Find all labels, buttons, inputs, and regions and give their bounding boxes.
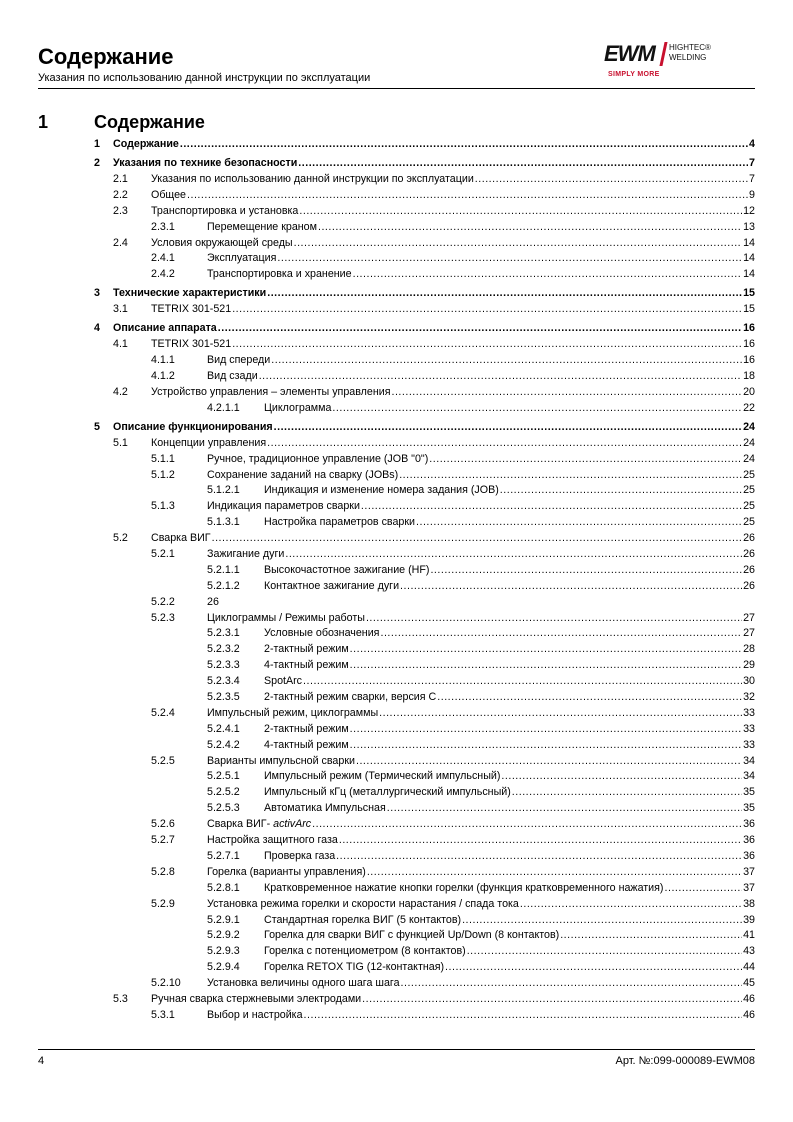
toc-entry-page[interactable]: 13 [743,220,755,233]
toc-entry-number: 5.2.4 [151,706,175,719]
toc-leader-dots [299,204,742,220]
toc-entry-page[interactable]: 26 [743,532,755,545]
toc-entry-number: 4.2.1.1 [207,401,240,414]
toc-entry-title[interactable]: TETRIX 301-521 [151,338,232,351]
toc-entry-page[interactable]: 26 [743,579,755,592]
toc-row[interactable] [0,738,793,754]
toc-row[interactable] [0,722,793,738]
toc-row[interactable] [0,785,793,801]
toc-entry-page[interactable]: 35 [743,786,755,799]
toc-row[interactable] [0,849,793,865]
toc-entry-page[interactable]: 16 [743,322,755,335]
toc-entry-number: 5.2.10 [151,977,181,990]
toc-row[interactable] [0,976,793,992]
toc-entry-page[interactable]: 18 [743,370,755,383]
toc-entry-number: 5.1 [113,436,128,449]
logo-text [669,43,711,63]
toc-leader-dots [318,220,742,236]
toc-entry-page[interactable]: 15 [743,287,755,300]
toc-entry-number: 5.1.3.1 [207,516,240,529]
toc-leader-dots [350,642,742,658]
toc-entry-page[interactable]: 7 [749,172,755,185]
toc-row[interactable] [0,1008,793,1024]
toc-entry-title[interactable]: Горелка для сварки ВИГ с функцией Up/Down (8 контактов) [264,929,560,942]
toc-leader-dots [366,611,742,627]
toc-entry-title[interactable]: Описание функционирования [113,420,273,433]
toc-entry-page[interactable]: 20 [743,385,755,398]
toc-row[interactable] [0,769,793,785]
toc-row[interactable] [0,369,793,385]
header-divider [38,88,755,89]
toc-row[interactable] [0,754,793,770]
toc-leader-dots [274,420,742,436]
toc-entry-page[interactable]: 36 [743,834,755,847]
toc-leader-dots [430,563,742,579]
toc-leader-dots [401,976,743,992]
toc-row[interactable] [0,286,793,302]
logo-line2: WELDING [669,53,707,62]
toc-entry-title[interactable]: 2-тактный режим [264,722,349,735]
toc-leader-dots [501,769,742,785]
toc-leader-dots [665,881,743,897]
toc-entry-title[interactable]: Ручная сварка стержневыми электродами [151,992,362,1005]
toc-entry-number: 5.2.6 [151,818,175,831]
toc-entry-number: 5.2.2 [151,595,175,608]
toc-entry-number: 5.2.8 [151,865,175,878]
toc-row[interactable] [0,674,793,690]
toc-entry-page[interactable]: 46 [743,992,755,1005]
toc-row[interactable] [0,531,793,547]
toc-row[interactable] [0,353,793,369]
toc-row[interactable] [0,483,793,499]
toc-entry-page[interactable]: 33 [743,722,755,735]
toc-leader-dots [356,754,742,770]
ewm-logo [604,40,754,84]
toc-row[interactable] [0,865,793,881]
toc-leader-dots [332,401,742,417]
toc-entry-title[interactable]: Транспортировка и хранение [207,268,352,281]
toc-entry-number: 3 [94,287,100,300]
toc-entry-page[interactable]: 32 [743,691,755,704]
toc-entry-number: 5.2.9 [151,897,175,910]
toc-entry-number: 5.2.9.2 [207,929,240,942]
section-number: 1 [38,112,49,132]
toc-entry-page[interactable]: 30 [743,675,755,688]
toc-entry-number: 2.4.2 [151,268,175,281]
toc-entry-title[interactable]: TETRIX 301-521 [151,303,232,316]
toc-leader-dots [437,690,742,706]
toc-entry-page[interactable]: 9 [749,188,755,201]
toc-entry-number: 5.2.5 [151,754,175,767]
toc-entry-number: 5.1.2 [151,468,175,481]
toc-leader-dots [400,579,742,595]
toc-entry-page[interactable]: 7 [749,157,755,170]
toc-row[interactable] [0,547,793,563]
toc-row[interactable] [0,833,793,849]
logo-mark: EWM [604,41,655,66]
toc-entry-title[interactable]: Указания по использованию данной инструкции по эксплуатации [151,172,474,185]
toc-entry-title[interactable]: SpotArc [264,675,303,688]
toc-entry-number: 5.2.9.1 [207,913,240,926]
toc-row[interactable] [0,515,793,531]
toc-entry-number: 5.2.3.3 [207,659,240,672]
toc-row[interactable] [0,236,793,252]
toc-entry-title[interactable]: Настройка защитного газа [207,834,338,847]
page-footer [38,1049,755,1073]
toc-entry-page[interactable]: 33 [743,706,755,719]
toc-entry-number: 1 [94,138,100,150]
toc-entry-page[interactable]: 4 [749,138,755,150]
toc-leader-dots [259,369,742,385]
toc-entry-page[interactable]: 16 [743,338,755,351]
toc-entry-page[interactable]: 12 [743,204,755,217]
toc-entry-page[interactable]: 26 [743,548,755,561]
toc-leader-dots [387,801,742,817]
toc-entry-number: 5 [94,420,100,433]
toc-leader-dots [560,928,742,944]
toc-entry-number: 4.1.1 [151,354,175,367]
toc-entry-page[interactable]: 36 [743,818,755,831]
header-subtitle: Указания по использованию данной инструкции по эксплуатации [38,72,371,84]
toc-leader-dots [429,452,742,468]
toc-entry-page[interactable]: 14 [743,252,755,265]
toc-row[interactable] [0,913,793,929]
toc-entry-page[interactable]: 24 [743,420,755,433]
toc-entry-number: 2.3.1 [151,220,175,233]
toc-entry-title[interactable]: Описание аппарата [113,322,217,335]
toc-entry-title[interactable]: Сварка ВИГ [151,532,211,545]
toc-leader-dots [379,706,742,722]
toc-entry-title[interactable]: 26 [207,595,219,608]
toc-row[interactable] [0,267,793,283]
toc-row[interactable] [0,321,793,337]
toc-leader-dots [500,483,742,499]
toc-leader-dots [520,897,742,913]
toc-row[interactable] [0,188,793,204]
toc-entry-title[interactable]: Технические характеристики [113,287,267,300]
toc-entry-title[interactable]: Контактное зажигание дуги [264,579,400,592]
toc-entry-page[interactable]: 25 [743,516,755,529]
toc-entry-number: 5.1.1 [151,452,175,465]
toc-row[interactable] [0,658,793,674]
toc-entry-page[interactable]: 25 [743,468,755,481]
toc-entry-number: 2.2 [113,188,128,201]
toc-leader-dots [304,1008,743,1024]
toc-entry-title[interactable]: Стандартная горелка ВИГ (5 контактов) [264,913,462,926]
toc-leader-dots [353,267,743,283]
toc-entry-title[interactable]: Условия окружающей среды [151,236,293,249]
toc-entry-title[interactable]: Автоматика Импульсная [264,802,386,815]
toc-entry-title[interactable]: Сохранение заданий на сварку (JOBs) [207,468,399,481]
toc-entry-page[interactable]: 25 [743,484,755,497]
toc-entry-number: 5.2.3.5 [207,691,240,704]
toc-leader-dots [416,515,742,531]
toc-row[interactable] [0,436,793,452]
toc-entry-page[interactable]: 33 [743,738,755,751]
toc-entry-number: 5.3 [113,992,128,1005]
toc-entry-title[interactable]: Указания по технике безопасности [113,157,298,170]
footer-article-number: Арт. №:099-000089-EWM08 [615,1055,755,1067]
toc-entry-title[interactable]: 4-тактный режим [264,738,349,751]
toc-entry-number: 5.2.8.1 [207,881,240,894]
toc-entry-title[interactable]: Вид сзади [207,370,258,383]
toc-entry-page[interactable]: 46 [743,1008,755,1021]
table-of-contents [0,137,793,1024]
toc-row[interactable] [0,944,793,960]
toc-entry-number: 5.2.9.3 [207,945,240,958]
toc-entry-title[interactable]: Сварка ВИГ- activArc [207,818,312,831]
section-heading [38,110,755,134]
toc-leader-dots [367,865,742,881]
toc-leader-dots [339,833,742,849]
toc-entry-page[interactable]: 43 [743,945,755,958]
toc-row[interactable] [0,499,793,515]
toc-entry-title[interactable]: Импульсный кГц (металлургический импульсный) [264,786,511,799]
toc-leader-dots [380,626,742,642]
toc-entry-page[interactable]: 36 [743,849,755,862]
logo-tagline: SIMPLY MORE [608,71,660,78]
toc-row[interactable] [0,706,793,722]
toc-leader-dots [232,337,742,353]
toc-entry-title[interactable]: 2-тактный режим [264,643,349,656]
toc-row[interactable] [0,897,793,913]
toc-entry-title[interactable]: Циклограммы / Режимы работы [207,611,365,624]
toc-entry-title[interactable]: Проверка газа [264,849,336,862]
toc-row[interactable] [0,172,793,188]
toc-entry-page[interactable]: 24 [743,452,755,465]
toc-leader-dots [303,674,742,690]
toc-entry-number: 4.1 [113,338,128,351]
toc-entry-title[interactable]: Содержание [113,138,179,150]
toc-entry-number: 5.2.3 [151,611,175,624]
toc-entry-title[interactable]: Вид спереди [207,354,271,367]
toc-row[interactable] [0,204,793,220]
toc-entry-page[interactable]: 35 [743,802,755,815]
toc-entry-number: 5.2.4.2 [207,738,240,751]
toc-entry-number: 5.2.4.1 [207,722,240,735]
toc-entry-number: 2.4.1 [151,252,175,265]
toc-entry-title[interactable]: Концепции управления [151,436,267,449]
toc-leader-dots [362,992,742,1008]
toc-entry-number: 5.2 [113,532,128,545]
toc-row[interactable] [0,595,793,611]
section-title: Содержание [94,112,205,132]
toc-entry-number: 5.2.7 [151,834,175,847]
toc-entry-title[interactable]: Условные обозначения [264,627,380,640]
toc-entry-number: 2.1 [113,172,128,185]
toc-leader-dots [187,188,748,204]
toc-leader-dots [399,468,742,484]
toc-entry-title[interactable]: Настройка параметров сварки [264,516,416,529]
toc-entry-page[interactable]: 44 [743,961,755,974]
toc-entry-page[interactable]: 16 [743,354,755,367]
toc-entry-title[interactable]: Кратковременное нажатие кнопки горелки (функция кратковременного нажатия) [264,881,664,894]
toc-entry-number: 2.3 [113,204,128,217]
toc-row[interactable] [0,385,793,401]
toc-entry-number: 2 [94,157,100,170]
toc-entry-page[interactable]: 45 [743,977,755,990]
toc-entry-title[interactable]: Импульсный режим, циклограммы [207,706,379,719]
toc-leader-dots [277,251,742,267]
toc-entry-title[interactable]: 2-тактный режим сварки, версия C [264,691,437,704]
toc-leader-dots [212,531,743,547]
toc-leader-dots [218,321,742,337]
toc-entry-page[interactable]: 28 [743,643,755,656]
toc-entry-title[interactable]: Общее [151,188,186,201]
toc-entry-number: 5.2.3.2 [207,643,240,656]
toc-leader-dots [294,236,743,252]
toc-row[interactable] [0,420,793,436]
toc-entry-title[interactable]: Горелка с потенциометром (8 контактов) [264,945,466,958]
toc-row[interactable] [0,881,793,897]
toc-entry-page[interactable]: 22 [743,401,755,414]
toc-entry-page[interactable]: 29 [743,659,755,672]
toc-entry-title[interactable]: Выбор и настройка [207,1008,303,1021]
footer-divider [38,1049,755,1050]
toc-entry-title[interactable]: Установка величины одного шага шага [207,977,400,990]
footer-page-number: 4 [38,1055,45,1067]
toc-leader-dots [350,722,742,738]
toc-entry-number: 5.3.1 [151,1008,175,1021]
toc-entry-page[interactable]: 14 [743,236,755,249]
toc-entry-title[interactable]: Устройство управления – элементы управления [151,385,391,398]
toc-leader-dots [232,302,742,318]
toc-leader-dots [475,172,748,188]
toc-entry-number: 4 [94,322,100,335]
toc-entry-title[interactable]: Ручное, традиционное управление (JOB "0") [207,452,429,465]
toc-leader-dots [298,156,748,172]
toc-leader-dots [267,436,742,452]
toc-entry-number: 5.2.1.1 [207,563,240,576]
toc-row[interactable] [0,156,793,172]
toc-row[interactable] [0,401,793,417]
toc-entry-page[interactable]: 24 [743,436,755,449]
toc-row[interactable] [0,626,793,642]
toc-entry-number: 5.2.1 [151,548,175,561]
toc-row[interactable] [0,960,793,976]
toc-row[interactable] [0,468,793,484]
toc-leader-dots [467,944,742,960]
toc-row[interactable] [0,642,793,658]
toc-entry-title[interactable]: Эксплуатация [207,252,277,265]
toc-entry-page[interactable]: 15 [743,303,755,316]
toc-leader-dots [462,913,742,929]
toc-entry-page[interactable]: 39 [743,913,755,926]
toc-entry-number: 5.2.5.3 [207,802,240,815]
toc-entry-number: 3.1 [113,303,128,316]
toc-row[interactable] [0,563,793,579]
toc-leader-dots [271,353,742,369]
toc-entry-page[interactable]: 27 [743,611,755,624]
toc-entry-title[interactable]: Горелка RETOX TIG (12-контактная) [264,961,445,974]
toc-entry-title[interactable]: Циклограмма [264,401,332,414]
toc-entry-title[interactable]: 4-тактный режим [264,659,349,672]
toc-entry-title[interactable]: Установка режима горелки и скорости нарастания / спада тока [207,897,519,910]
toc-entry-title[interactable]: Зажигание дуги [207,548,285,561]
toc-row[interactable] [0,251,793,267]
toc-row[interactable] [0,928,793,944]
toc-leader-dots [285,547,742,563]
toc-row[interactable] [0,801,793,817]
toc-entry-number: 5.2.1.2 [207,579,240,592]
toc-entry-number: 4.2 [113,385,128,398]
toc-leader-dots [391,385,742,401]
toc-entry-page[interactable]: 38 [743,897,755,910]
toc-entry-page[interactable]: 14 [743,268,755,281]
toc-entry-title[interactable]: Транспортировка и установка [151,204,299,217]
toc-entry-number: 5.2.3.4 [207,675,240,688]
logo-slash-icon [659,42,667,66]
toc-entry-number: 5.2.5.2 [207,786,240,799]
toc-entry-title[interactable]: Высокочастотное зажигание (HF) [264,563,430,576]
toc-leader-dots [336,849,742,865]
toc-row[interactable] [0,220,793,236]
toc-row[interactable] [0,452,793,468]
toc-leader-dots [350,658,742,674]
toc-entry-number: 5.2.7.1 [207,849,240,862]
toc-row[interactable] [0,690,793,706]
toc-leader-dots [312,817,742,833]
toc-entry-number: 2.4 [113,236,128,249]
toc-entry-number: 5.2.9.4 [207,961,240,974]
header-title: Содержание [38,44,174,69]
toc-entry-page[interactable]: 25 [743,500,755,513]
toc-entry-page[interactable]: 37 [743,881,755,894]
toc-entry-number: 5.2.3.1 [207,627,240,640]
toc-entry-page[interactable]: 37 [743,865,755,878]
toc-leader-dots [361,499,742,515]
toc-entry-title[interactable]: Горелка (варианты управления) [207,865,366,878]
toc-entry-number: 5.1.3 [151,500,175,513]
toc-entry-title[interactable]: Индикация параметров сварки [207,500,360,513]
toc-entry-page[interactable]: 34 [743,754,755,767]
logo-line1: HIGHTEC® [669,43,711,52]
toc-leader-dots [445,960,742,976]
toc-leader-dots [267,286,742,302]
toc-row[interactable] [0,817,793,833]
toc-entry-page[interactable]: 34 [743,770,755,783]
toc-entry-page[interactable]: 41 [743,929,755,942]
toc-entry-number: 5.2.5.1 [207,770,240,783]
toc-row[interactable] [0,137,793,153]
toc-leader-dots [350,738,742,754]
toc-row[interactable] [0,611,793,627]
toc-entry-title[interactable]: Варианты импульсной сварки [207,754,355,767]
toc-entry-title[interactable]: Импульсный режим (Термический импульсный) [264,770,501,783]
toc-row[interactable] [0,579,793,595]
toc-entry-page[interactable]: 26 [743,563,755,576]
toc-entry-number: 5.1.2.1 [207,484,240,497]
toc-leader-dots [512,785,742,801]
toc-entry-page[interactable]: 27 [743,627,755,640]
toc-entry-number: 4.1.2 [151,370,175,383]
toc-leader-dots [180,137,748,153]
toc-entry-title[interactable]: Перемещение краном [207,220,317,233]
toc-row[interactable] [0,337,793,353]
toc-entry-title[interactable]: Индикация и изменение номера задания (JOB) [264,484,499,497]
toc-row[interactable] [0,302,793,318]
toc-row[interactable] [0,992,793,1008]
